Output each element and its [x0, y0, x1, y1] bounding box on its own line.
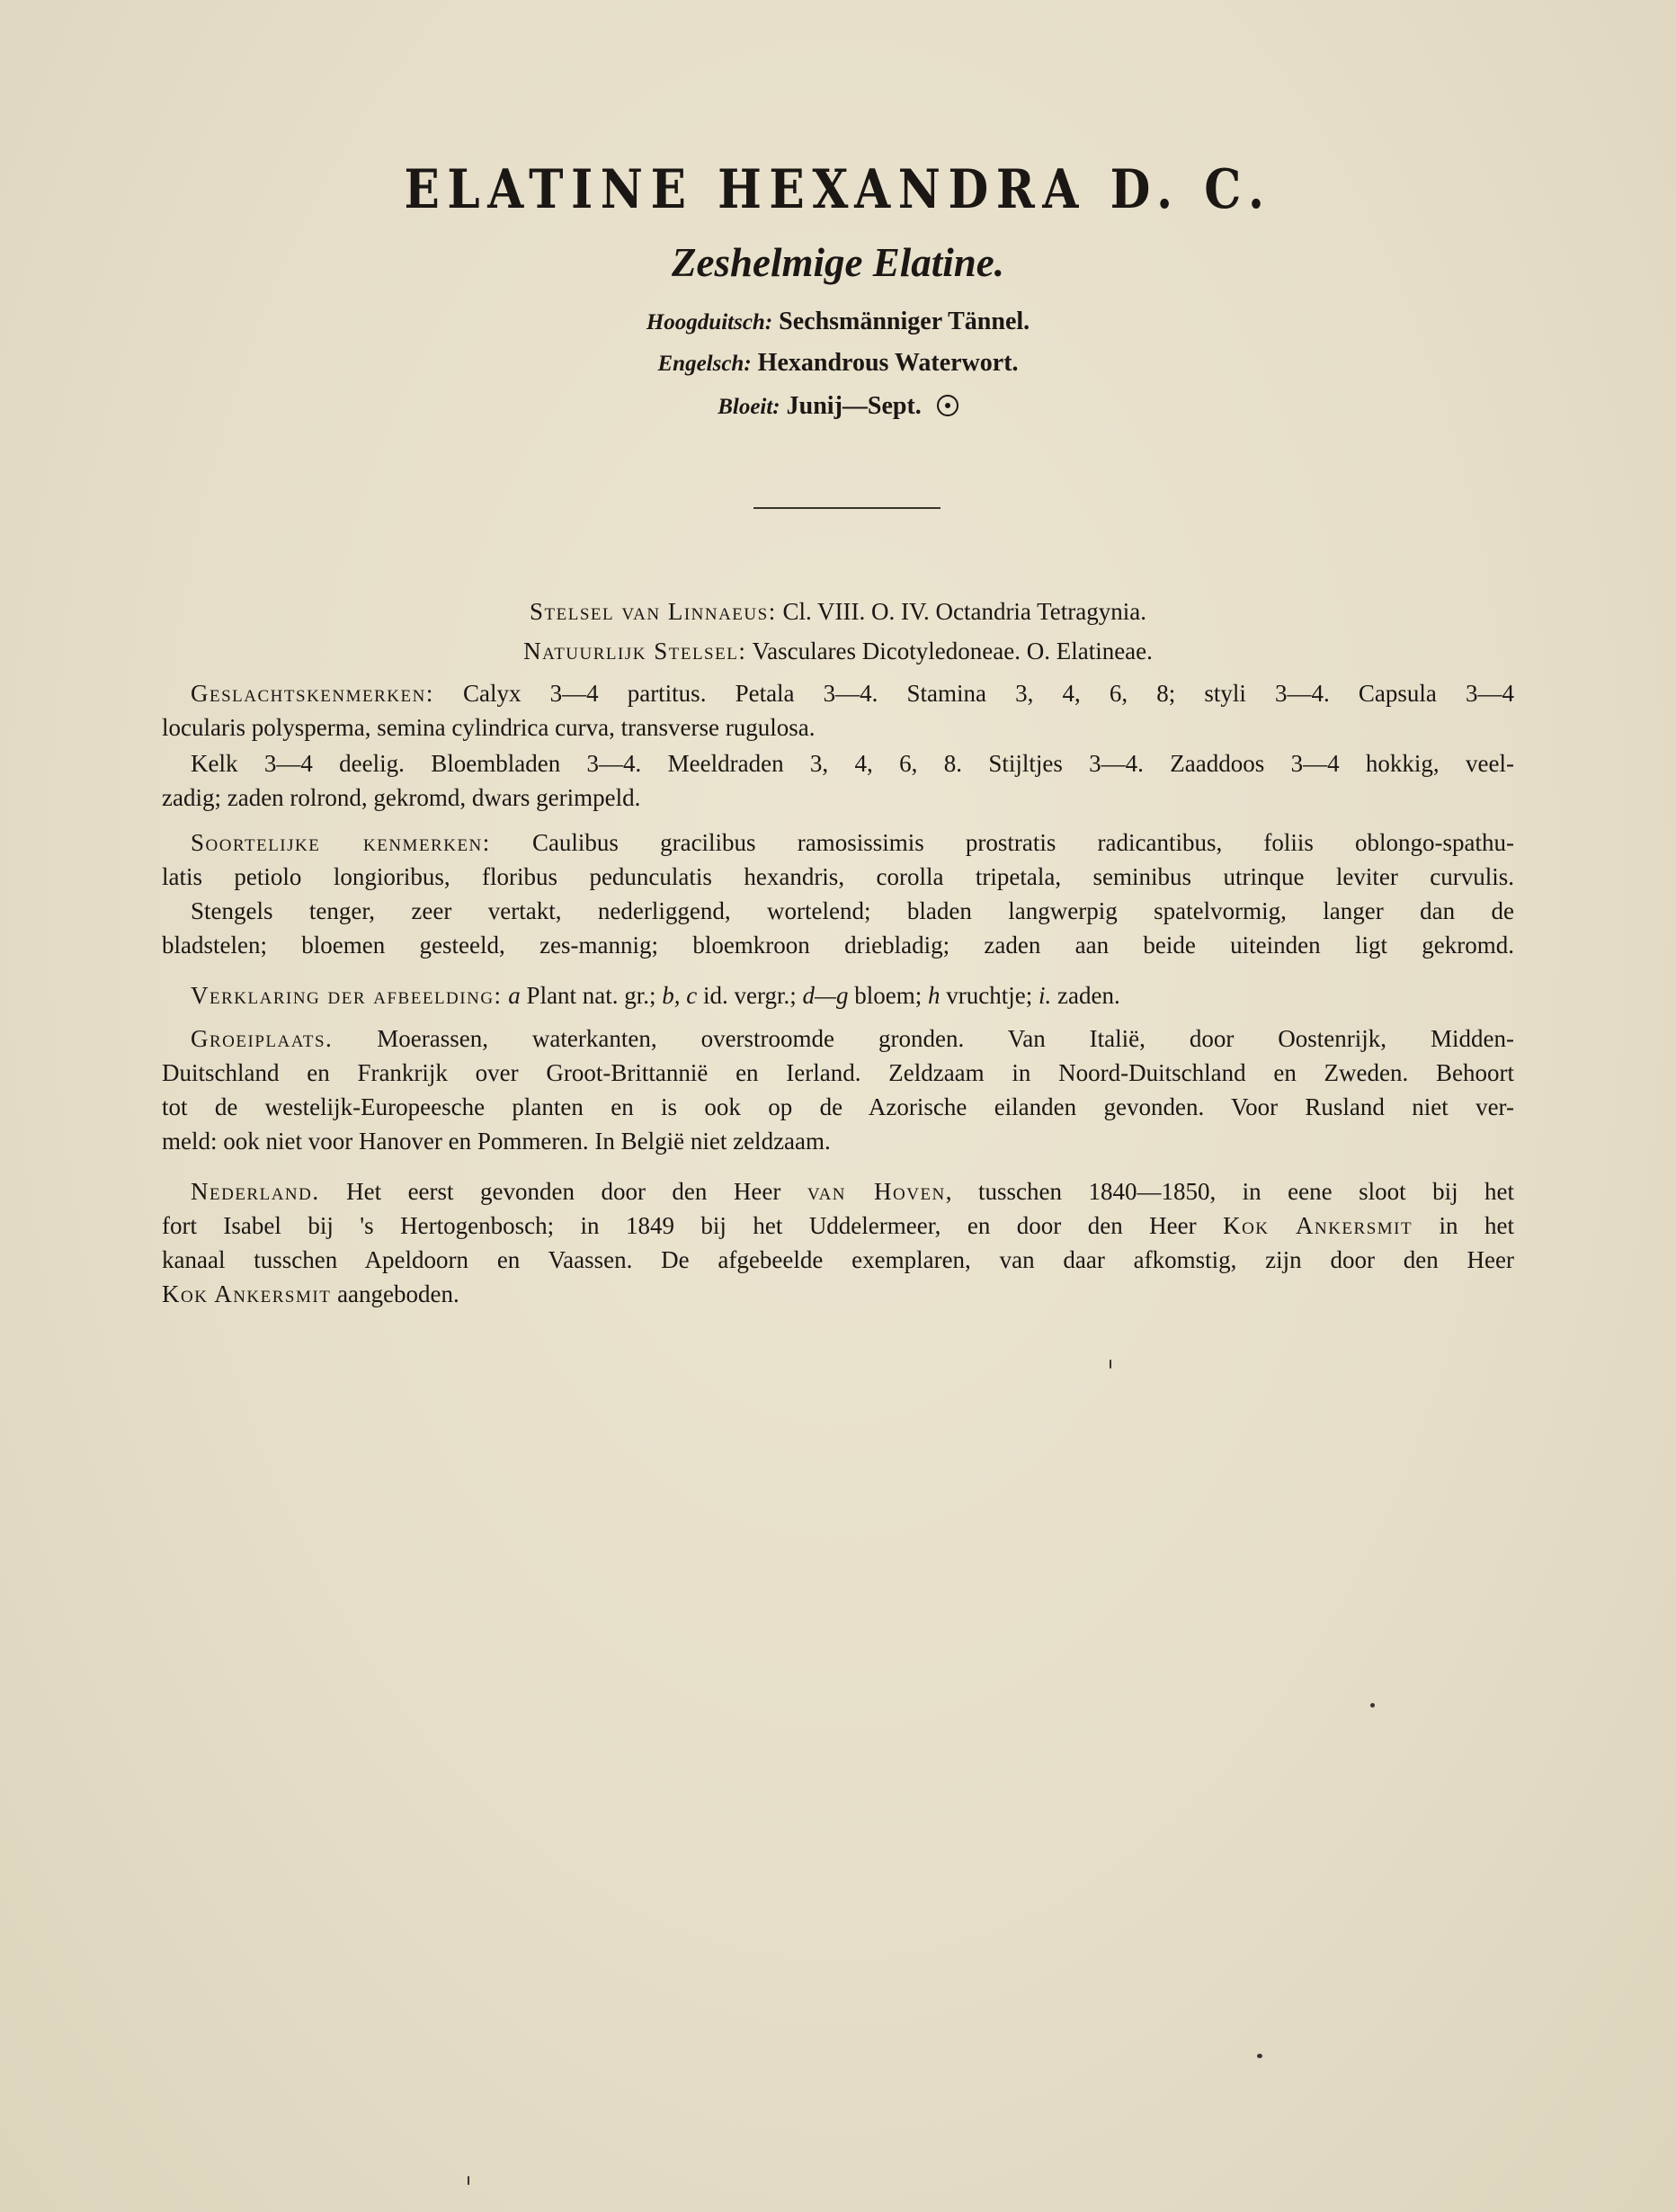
person-kok-ankersmit-2: Kok Ankersmit	[162, 1280, 332, 1307]
paper-speck	[1257, 2054, 1262, 2058]
german-label: Hoogduitsch:	[646, 310, 773, 334]
german-name-line	[0, 304, 1676, 341]
netherlands-line-1: Nederland. Het eerst gevonden door den Heer van Hoven, tusschen 1840—1850, in eene sloot bij het	[191, 1178, 1514, 1205]
natural-value: Vasculares Dicotyledoneae. O. Elatineae.	[752, 638, 1153, 664]
divider-rule	[753, 507, 941, 509]
netherlands-line-2: fort Isabel bij 's Hertogenbosch; in 1849 bij het Uddelermeer, en door den Heer Kok Ankersmit in het	[162, 1212, 1514, 1239]
bloom-label: Bloeit:	[718, 395, 780, 419]
genus-dutch-line-2: zadig; zaden rolrond, gekromd, dwars gerimpeld.	[162, 784, 641, 811]
genus-characters	[162, 676, 1514, 815]
dutch-common-name: Zeshelmige Elatine.	[672, 240, 1004, 285]
species-dutch-line-1: Stengels tenger, zeer vertakt, nederliggend, wortelend; bladen langwerpig spatelvormig, langer dan de	[191, 897, 1514, 924]
genus-dutch-line-1: Kelk 3—4 deelig. Bloembladen 3—4. Meeldraden 3, 4, 6, 8. Stijltjes 3—4. Zaaddoos 3—4 hokkig, veel-	[191, 750, 1514, 777]
habitat-line-4: meld: ook niet voor Hanover en Pommeren. In België niet zeldzaam.	[162, 1128, 831, 1155]
english-label: Engelsch:	[657, 352, 752, 376]
english-name-line	[0, 345, 1676, 382]
genus-label: Geslachtskenmerken:	[191, 680, 434, 707]
habitat-line-2: Duitschland en Frankrijk over Groot-Brittannië en Ierland. Zeldzaam in Noord-Duitschland en Zweden. Behoort	[162, 1059, 1514, 1086]
species-dutch-line-2: bladstelen; bloemen gesteeld, zes-mannig; bloemkroon driebladig; zaden aan beide uiteinden ligt gekromd.	[162, 932, 1514, 959]
german-name: Sechsmänniger Tännel.	[779, 308, 1030, 335]
netherlands-line-3: kanaal tusschen Apeldoorn en Vaassen. De afgebeelde exemplaren, van daar afkomstig, zijn door den Heer	[162, 1246, 1514, 1273]
species-characters	[162, 825, 1514, 962]
paper-speck	[1370, 1703, 1375, 1708]
figure-explanation	[162, 978, 1514, 1012]
habitat-line-3: tot de westelijk-Europeesche planten en is ook op de Azorische eilanden gevonden. Voor Rusland niet ver-	[162, 1093, 1514, 1120]
habitat-label: Groeiplaats.	[191, 1025, 334, 1052]
person-van-hoven: van Hoven	[807, 1178, 946, 1205]
linnaeus-system-line	[0, 593, 1676, 629]
natural-label: Natuurlijk Stelsel:	[523, 638, 747, 664]
figure-line: Verklaring der afbeelding: a Plant nat. gr.; b, c id. vergr.; d—g bloem; h vruchtje; i. zaden.	[191, 982, 1120, 1009]
bloom-line	[0, 388, 1676, 425]
linnaeus-label: Stelsel van Linnaeus:	[530, 598, 777, 625]
annual-symbol-icon	[937, 395, 958, 416]
species-label: Soortelijke kenmerken:	[191, 829, 491, 856]
natural-system-line	[0, 633, 1676, 669]
genus-latin-line-1: Geslachtskenmerken: Calyx 3—4 partitus. Petala 3—4. Stamina 3, 4, 6, 8; styli 3—4. Capsula 3—4	[191, 680, 1514, 707]
netherlands-line-4: Kok Ankersmit aangeboden.	[162, 1280, 459, 1307]
bloom-period: Junij—Sept.	[786, 392, 922, 420]
species-latin-line-1: Soortelijke kenmerken: Caulibus gracilibus ramosissimis prostratis radicantibus, foliis oblongo-spathu-	[191, 829, 1514, 856]
species-title: ELATINE HEXANDRA D. C.	[404, 158, 1272, 221]
person-kok-ankersmit: Kok Ankersmit	[1223, 1212, 1413, 1239]
linnaeus-value: Cl. VIII. O. IV. Octandria Tetragynia.	[782, 598, 1146, 625]
netherlands-label: Nederland.	[191, 1178, 320, 1205]
genus-latin-line-2: locularis polysperma, semina cylindrica curva, transverse rugulosa.	[162, 714, 816, 741]
habitat-section	[162, 1021, 1514, 1158]
english-name: Hexandrous Waterwort.	[757, 349, 1019, 377]
figure-label: Verklaring der afbeelding:	[191, 982, 503, 1009]
habitat-line-1: Groeiplaats. Moerassen, waterkanten, overstroomde gronden. Van Italië, door Oostenrijk, Midden-	[191, 1025, 1514, 1052]
paper-speck	[468, 2176, 469, 2185]
netherlands-section	[162, 1174, 1514, 1311]
paper-speck	[1110, 1360, 1111, 1369]
species-latin-line-2: latis petiolo longioribus, floribus pedunculatis hexandris, corolla tripetala, seminibus utrinque leviter curvulis.	[162, 863, 1514, 890]
